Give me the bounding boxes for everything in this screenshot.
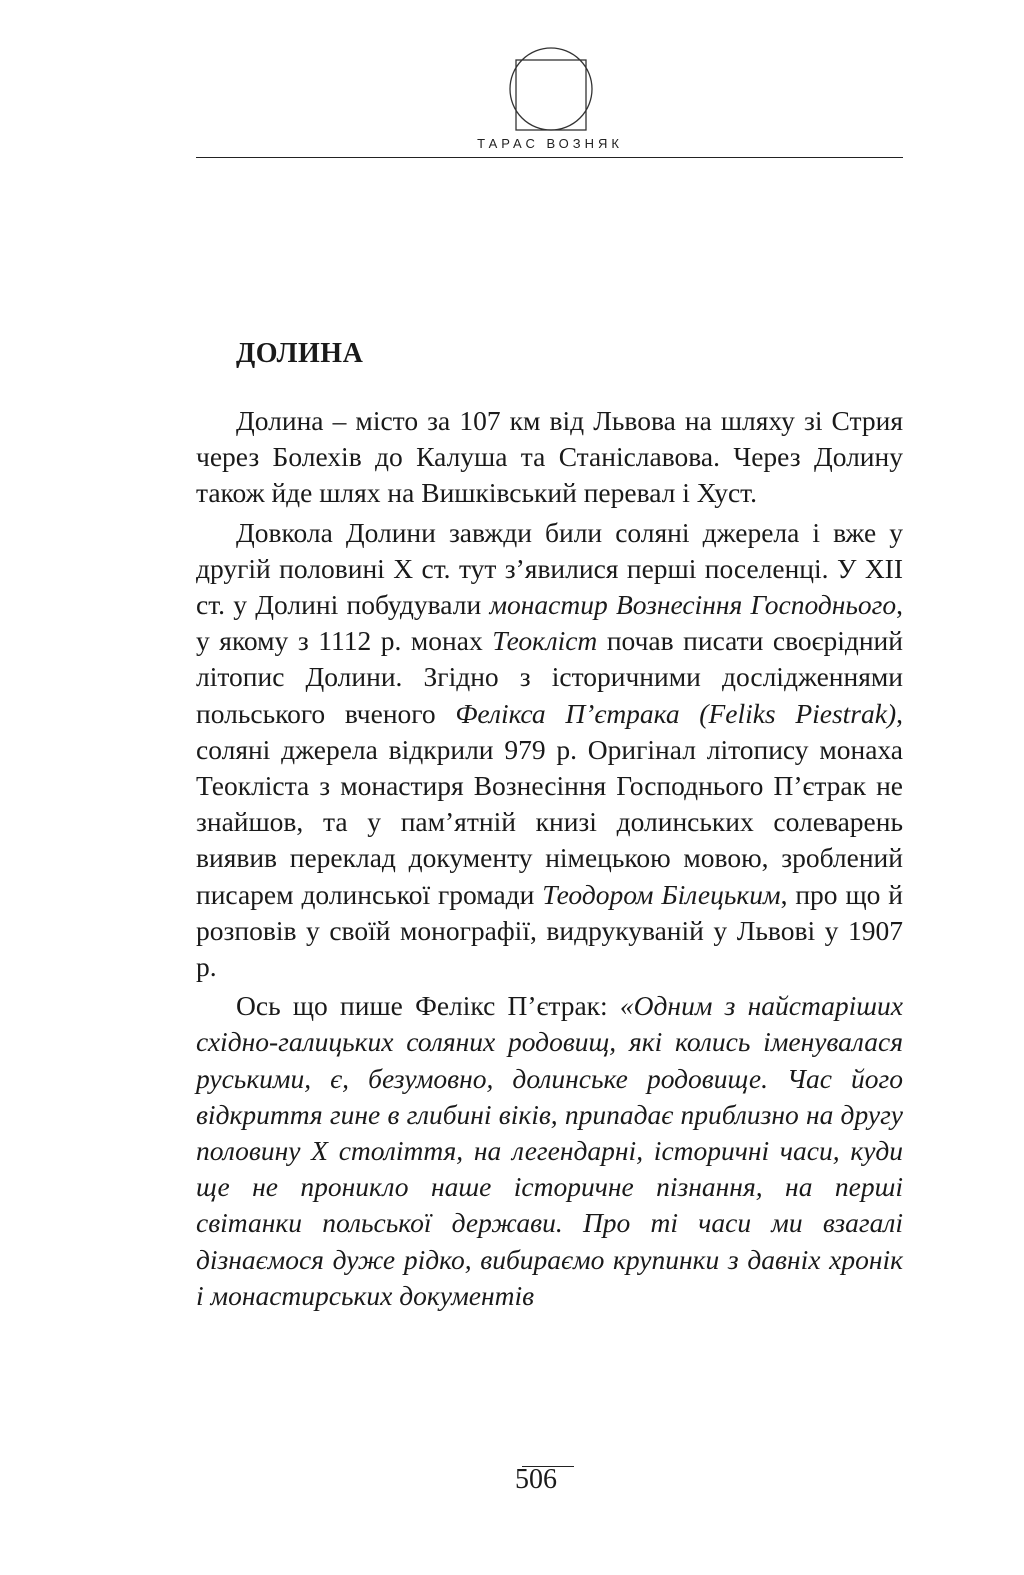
paragraph-2-italic-run: Теодором Білецьким [542, 878, 781, 910]
paragraph-2-italic-run: Теокліст [492, 625, 598, 657]
circle-square-logo-icon [506, 44, 596, 134]
paragraph-2-run: Довкола Долини завжди били соляні джерела і вже у другій половині X ст. тут з’явилися перші поселенці. У XII ст. у Долині побудували [196, 516, 903, 621]
paragraph-2-run: , про що й розповів у своїй монографії, видрукуваній у Львові у 1907 р. [196, 878, 904, 983]
paragraph-3-run: Ось що пише Фелікс П’єтрак: [236, 990, 620, 1022]
paragraph-2-italic-run: Фелікса П’єтрака (Feliks Piestrak) [455, 697, 897, 729]
running-header: ТАРАС ВОЗНЯК [477, 136, 623, 151]
paragraph-1-text: Долина – місто за 107 км від Львова на шляху зі Стрия через Болехів до Калуша та Станіславова. Через Долину також йде шлях на Вишківський перевал і Хуст. [196, 405, 903, 509]
chapter-title: ДОЛИНА [236, 338, 364, 369]
paragraph-1 [196, 403, 903, 512]
paragraph-2-italic-run: монастир Вознесіння Господнього [489, 589, 897, 621]
page-number: 506 [515, 1464, 557, 1495]
paragraph-2-run: , у якому з 1112 р. монах [196, 589, 904, 657]
header-rule [196, 157, 903, 158]
paragraph-2-run: , соляні джерела відкрили 979 р. Оригінал літопису монаха Теокліста з монастиря Вознесіння Господнього П’єтрак не знайшов, та у пам’ятній книзі долинських солеварень виявив переклад документу німецькою мовою, зроблений писарем долинської громади [196, 697, 903, 910]
paragraph-2 [196, 515, 903, 986]
body-text [196, 403, 903, 1317]
paragraph-2-run: почав писати своєрідний літопис Долини. Згідно з історичними дослідженнями польського вченого [196, 625, 903, 729]
paragraph-3-italic-quote: «Одним з найстаріших східно-галицьких соляних родовищ, які колись іменувалася руськими, є, безумовно, долинське родовище. Час його відкриття гине в глибині віків, припадає приблизно на другу половину X століття, на легендарні, історичні часи, куди ще не проникло наше історичне пізнання, на перші світанки польської держави. Про ті часи ми взагалі дізнаємося дуже рідко, вибираємо крупинки з давніх хронік і монастирських документів [196, 990, 903, 1311]
paragraph-3 [196, 988, 903, 1314]
